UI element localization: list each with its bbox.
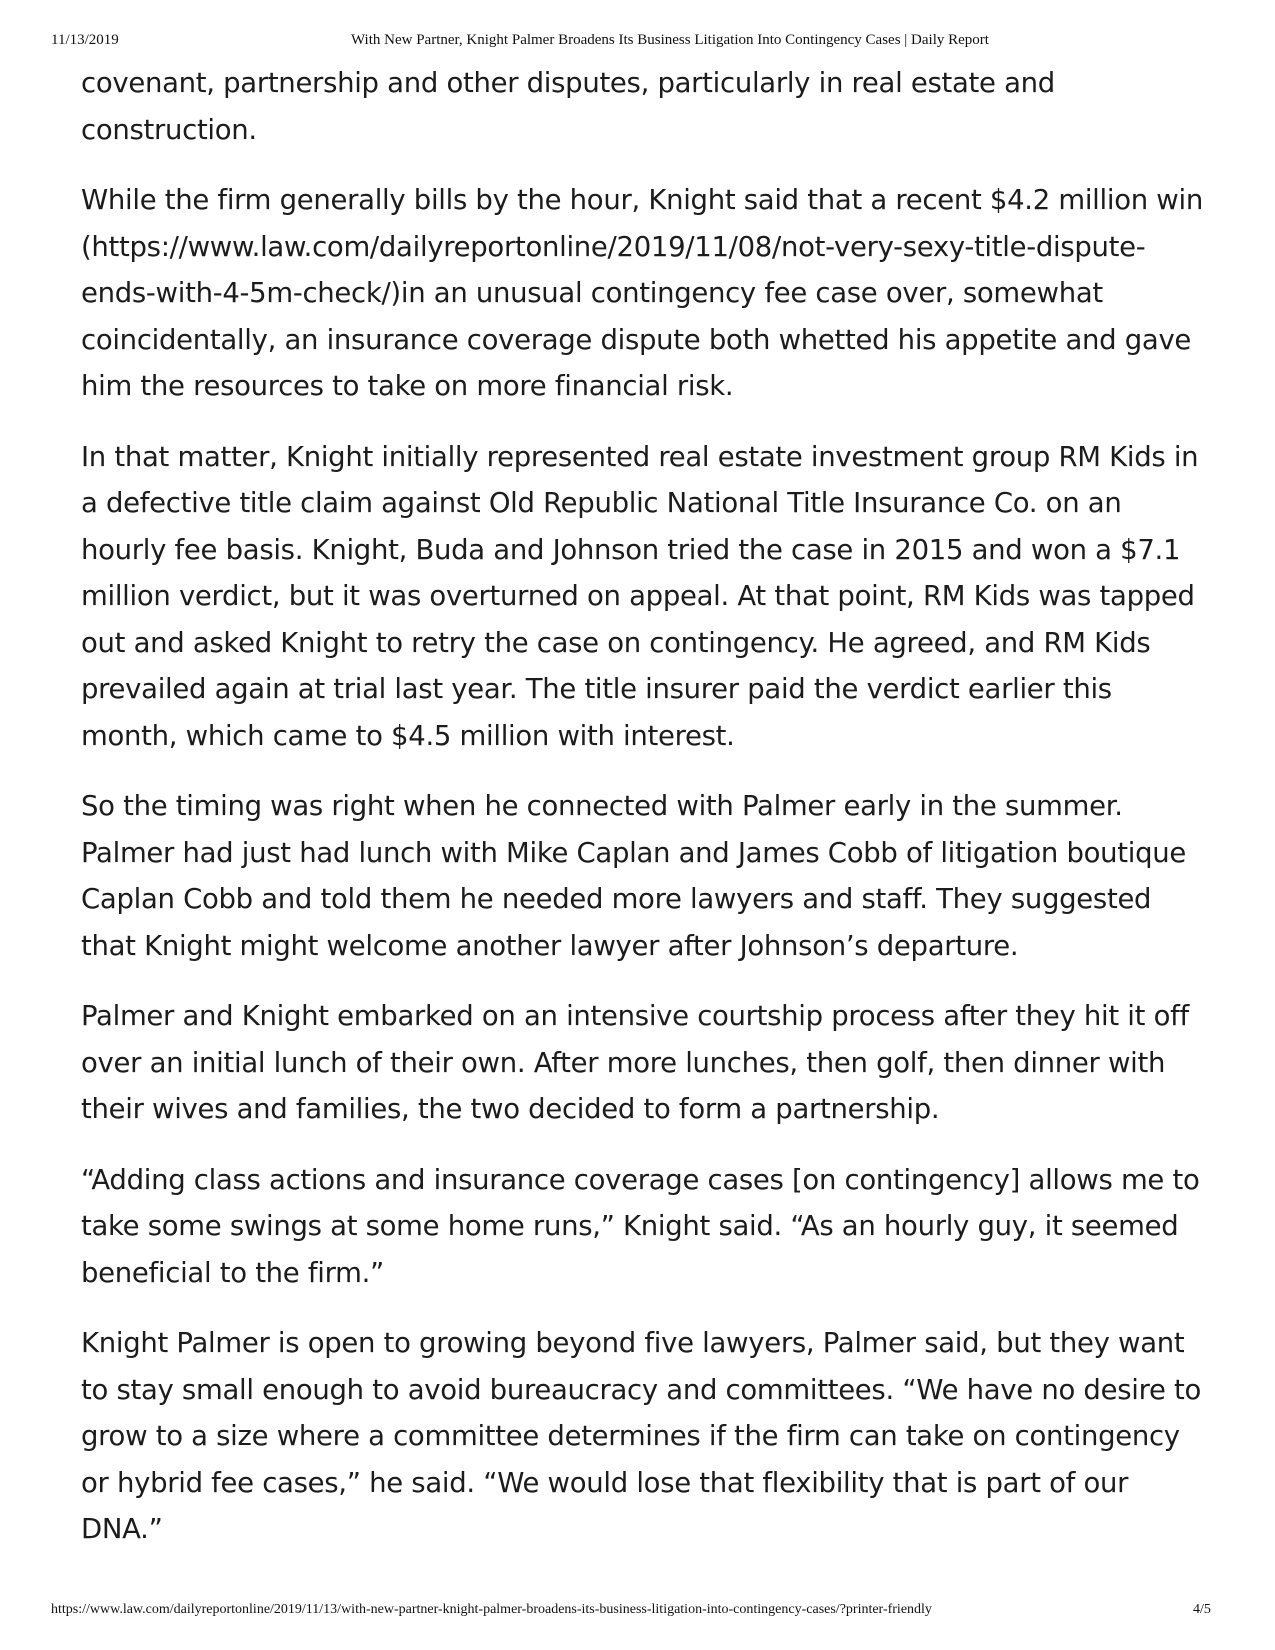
page-url: https://www.law.com/dailyreportonline/2019/11/13/with-new-partner-knight-palmer-broadens-its-business-litigation-into-contingency-cases/?printer-friendly [51, 1602, 932, 1617]
article-paragraph: So the timing was right when he connected with Palmer early in the summer. Palmer had just had lunch with Mike Caplan and James Cobb of litigation boutique Caplan Cobb and told them he needed more lawyers and staff. They suggested that Knight might welcome another lawyer after Johnson’s departure. [81, 790, 1187, 962]
article-paragraph: covenant, partnership and other disputes, particularly in real estate and construction. [81, 67, 1055, 146]
page-title: With New Partner, Knight Palmer Broadens Its Business Litigation Into Contingency Cases | Daily Report [351, 32, 989, 48]
article-paragraph: Knight Palmer is open to growing beyond five lawyers, Palmer said, but they want to stay small enough to avoid bureaucracy and committees. “We have no desire to grow to a size where a committee determines if the firm can take on contingency or hybrid fee cases,” he said. “We would lose that flexibility that is part of our DNA.” [81, 1327, 1202, 1545]
article-body [81, 60, 1206, 1577]
print-footer [0, 1602, 1275, 1622]
page-number: 4/5 [1193, 1602, 1211, 1617]
print-date: 11/13/2019 [51, 32, 119, 48]
article-paragraph: While the firm generally bills by the hour, Knight said that a recent $4.2 million win (https://www.law.com/dailyreportonline/2019/11/08/not-very-sexy-title-dispute-ends-with-4-5m-check/)in an unusual contingency fee case over, somewhat coincidentally, an insurance coverage dispute both whetted his appetite and gave him the resources to take on more financial risk. [81, 184, 1203, 402]
article-paragraph: In that matter, Knight initially represented real estate investment group RM Kids in a defective title claim against Old Republic National Title Insurance Co. on an hourly fee basis. Knight, Buda and Johnson tried the case in 2015 and won a $7.1 million verdict, but it was overturned on appeal. At that point, RM Kids was tapped out and asked Knight to retry the case on contingency. He agreed, and RM Kids prevailed again at trial last year. The title insurer paid the verdict earlier this month, which came to $4.5 million with interest. [81, 440, 1199, 752]
article-paragraph: “Adding class actions and insurance coverage cases [on contingency] allows me to take some swings at some home runs,” Knight said. “As an hourly guy, it seemed beneficial to the firm.” [81, 1163, 1200, 1289]
article-paragraph: Palmer and Knight embarked on an intensive courtship process after they hit it off over an initial lunch of their own. After more lunches, then golf, then dinner with their wives and families, the two decided to form a partnership. [81, 1000, 1189, 1125]
print-header [0, 32, 1275, 52]
